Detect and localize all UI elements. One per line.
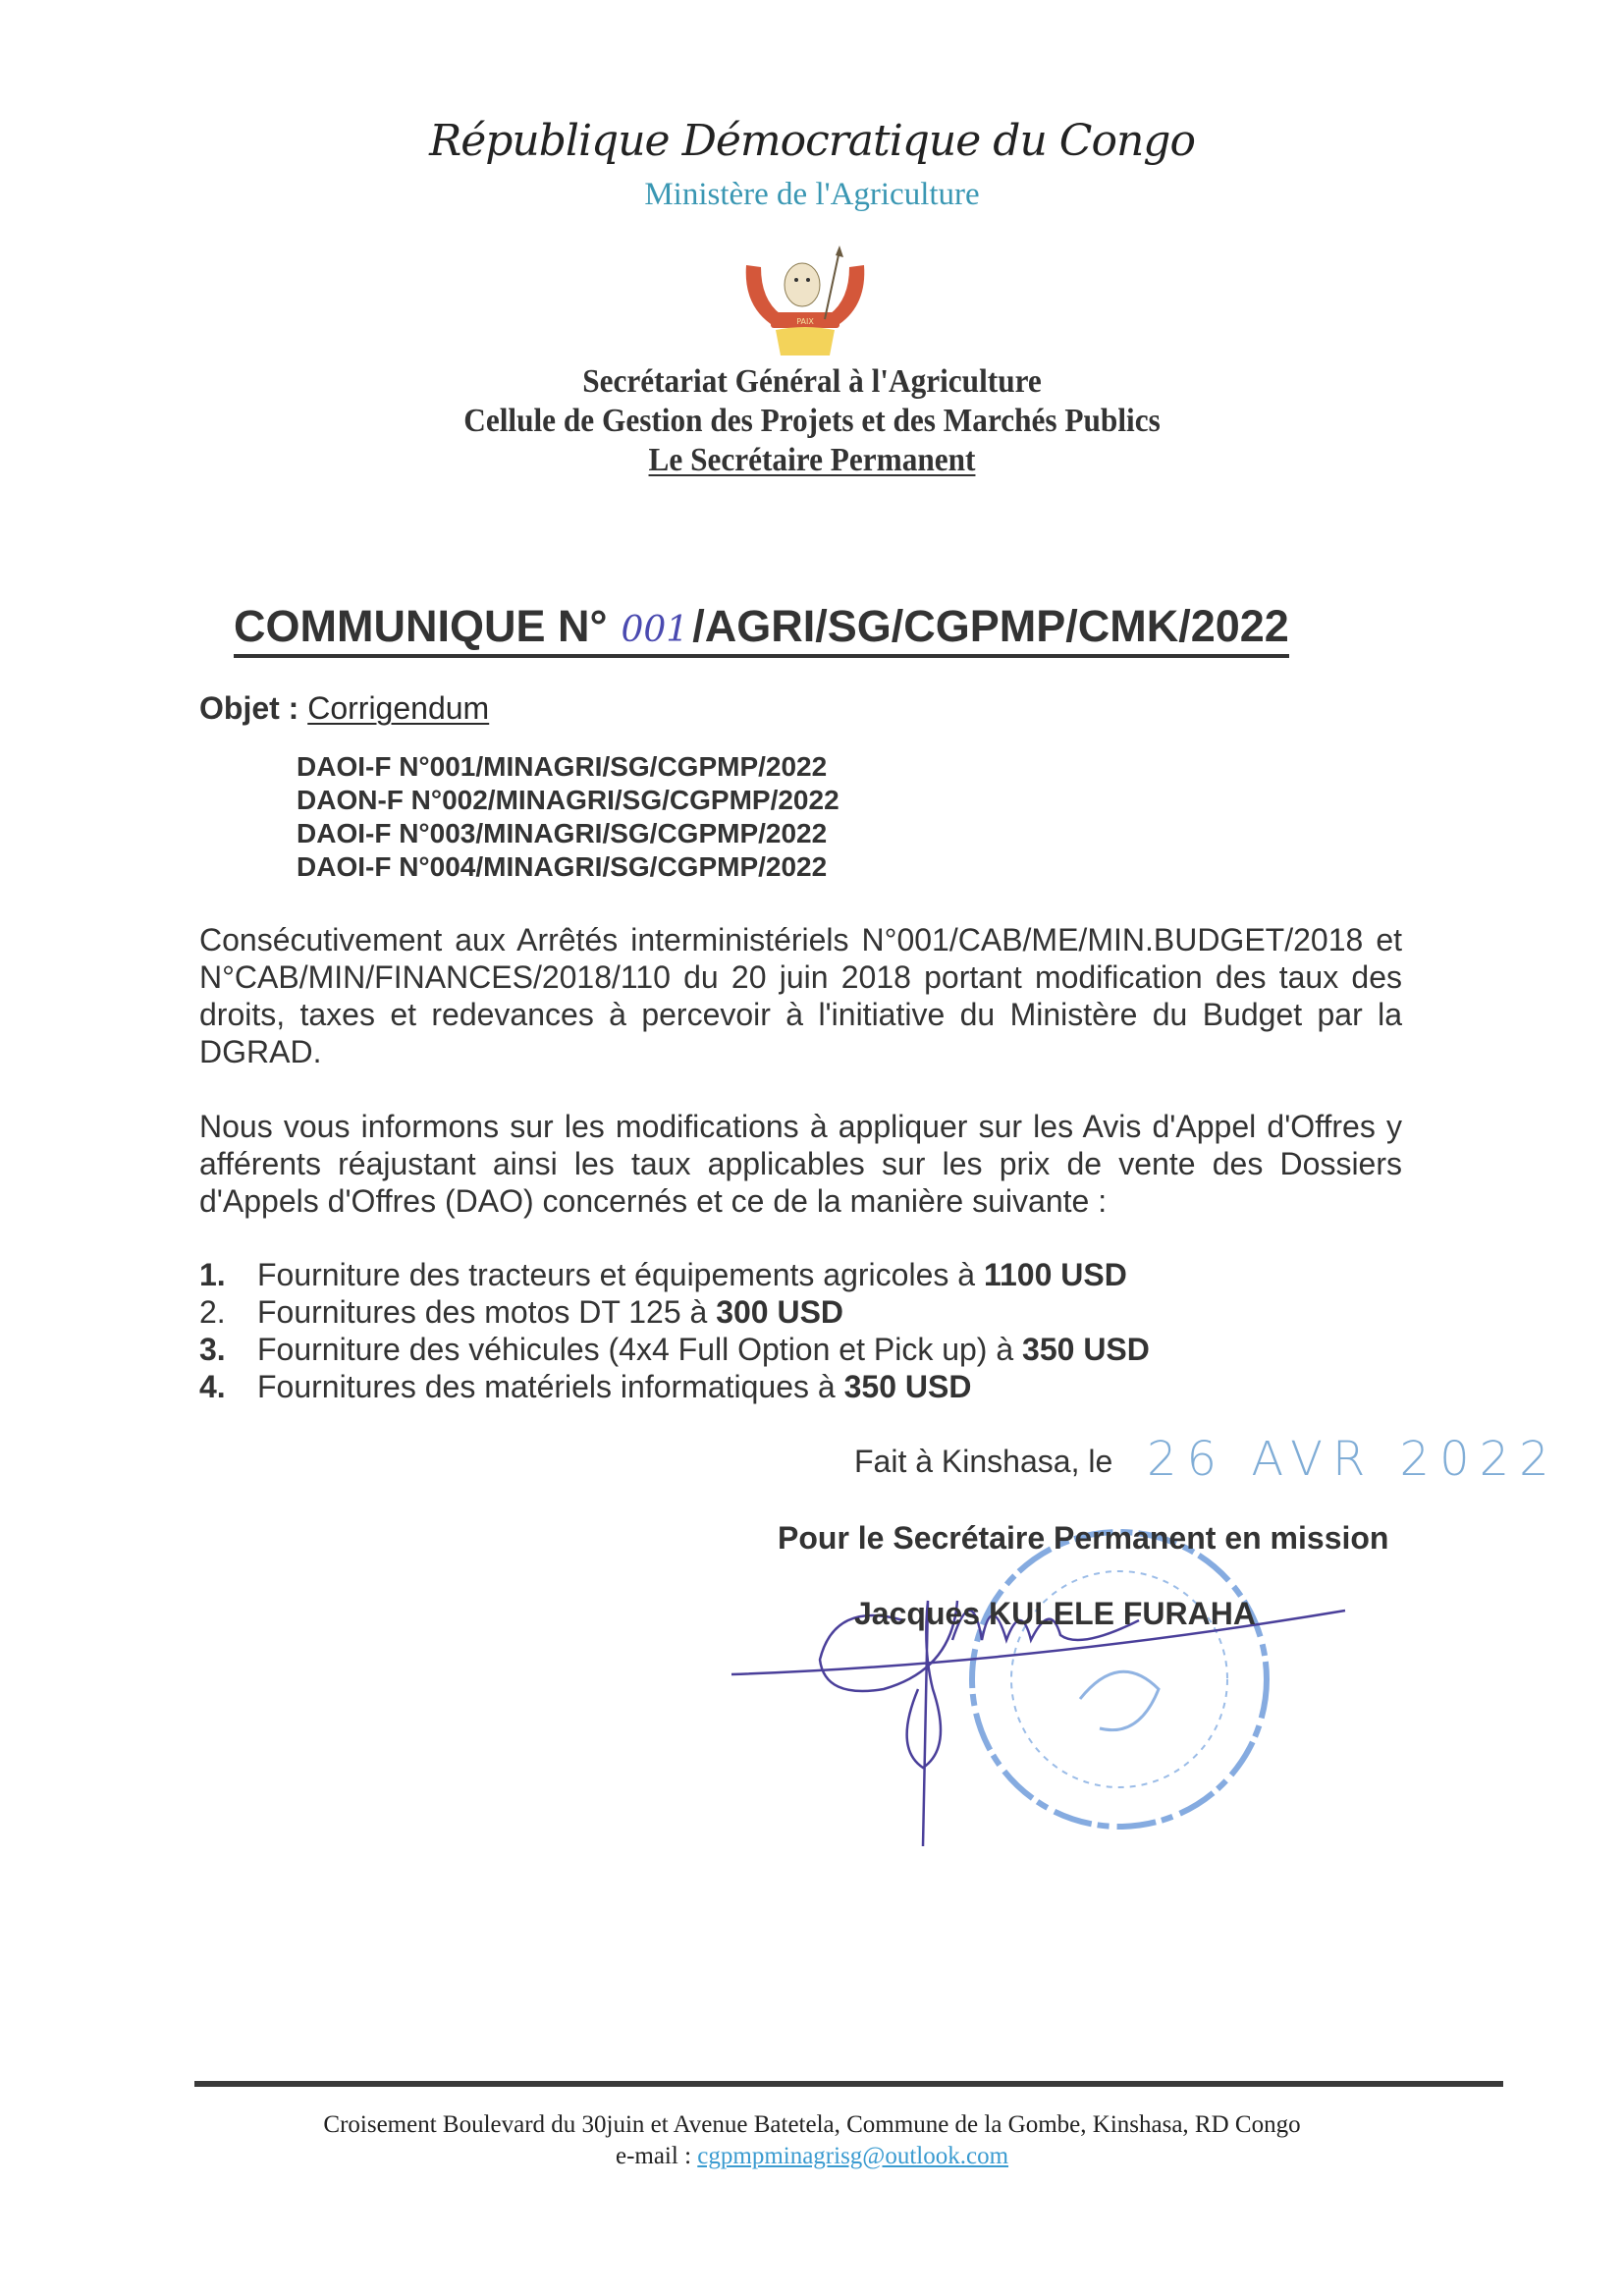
item-price: 350 USD bbox=[1022, 1332, 1150, 1367]
signatory-name: Jacques KULELE FURAHA bbox=[854, 1596, 1256, 1631]
list-item bbox=[199, 1294, 843, 1331]
cellule-heading: Cellule de Gestion des Projets et des Marchés Publics bbox=[463, 403, 1161, 439]
place-line: Fait à Kinshasa, le bbox=[854, 1444, 1113, 1479]
permanent-secretary-heading bbox=[65, 442, 1559, 479]
list-item bbox=[199, 1369, 971, 1405]
handwritten-number: 001 bbox=[621, 610, 689, 650]
coat-of-arms-emblem bbox=[731, 246, 879, 358]
email-link[interactable]: cgpmpminagrisg@outlook.com bbox=[697, 2143, 1009, 2169]
signature-and-seal bbox=[727, 1503, 1355, 1876]
reference-item: DAOI-F N°003/MINAGRI/SG/CGPMP/2022 bbox=[297, 818, 828, 848]
title-suffix: /AGRI/SG/CGPMP/CMK/2022 bbox=[692, 601, 1289, 651]
footer-address: Croisement Boulevard du 30juin et Avenue Batetela, Commune de la Gombe, Kinshasa, RD Congo bbox=[323, 2111, 1301, 2138]
reference-item: DAON-F N°002/MINAGRI/SG/CGPMP/2022 bbox=[297, 785, 839, 815]
item-number: 4. bbox=[199, 1369, 226, 1404]
item-price: 1100 USD bbox=[983, 1257, 1127, 1292]
item-text: Fourniture des véhicules (4x4 Full Option et Pick up) à bbox=[257, 1332, 1023, 1367]
item-number: 2. bbox=[199, 1294, 226, 1330]
paragraph-information: Nous vous informons sur les modifications à appliquer sur les Avis d'Appel d'Offres y afférents réajustant ainsi les taux applicables sur les prix de vente des Dossiers d'Appels d'Offres (DAO) concernés et ce de la manière suivante : bbox=[199, 1109, 1402, 1219]
secretariat-heading: Secrétariat Général à l'Agriculture bbox=[582, 363, 1042, 400]
item-text: Fournitures des motos DT 125 à bbox=[257, 1294, 717, 1330]
on-behalf-line: Pour le Secrétaire Permanent en mission bbox=[778, 1520, 1389, 1556]
ministry-heading: Ministère de l'Agriculture bbox=[644, 177, 980, 212]
paragraph-context: Consécutivement aux Arrêtés interministériels N°001/CAB/ME/MIN.BUDGET/2018 et N°CAB/MIN/FINANCES/2018/110 du 20 juin 2018 portant modification des taux des droits, taxes et redevances à percevoir à l'initiative du Ministère du Budget par la DGRAD. bbox=[199, 922, 1402, 1069]
communique-title bbox=[234, 601, 1289, 658]
date-stamp: 26 AVR 2022 bbox=[1147, 1432, 1559, 1487]
objet-value: Corrigendum bbox=[307, 690, 490, 726]
item-price: 350 USD bbox=[843, 1369, 972, 1404]
objet-label: Objet : bbox=[199, 690, 299, 726]
svg-text:PAIX: PAIX bbox=[796, 317, 814, 326]
email-label: e-mail : bbox=[615, 2143, 692, 2169]
item-text: Fourniture des tracteurs et équipements agricoles à bbox=[257, 1257, 984, 1292]
reference-item: DAOI-F N°001/MINAGRI/SG/CGPMP/2022 bbox=[297, 751, 828, 782]
signature-icon bbox=[731, 1601, 1345, 1846]
footer-email-line bbox=[0, 2143, 1624, 2170]
item-price: 300 USD bbox=[716, 1294, 844, 1330]
list-item bbox=[199, 1332, 1150, 1368]
official-seal-icon bbox=[972, 1532, 1267, 1827]
footer-divider bbox=[194, 2081, 1503, 2087]
republic-heading: République Démocratique du Congo bbox=[429, 116, 1195, 166]
permanent-secretary-label: Le Secrétaire Permanent bbox=[648, 442, 976, 478]
title-prefix: COMMUNIQUE N° bbox=[234, 601, 608, 651]
reference-item: DAOI-F N°004/MINAGRI/SG/CGPMP/2022 bbox=[297, 851, 828, 882]
item-number: 3. bbox=[199, 1332, 226, 1367]
objet-line bbox=[199, 690, 489, 727]
item-text: Fournitures des matériels informatiques à bbox=[257, 1369, 844, 1404]
list-item bbox=[199, 1257, 1127, 1293]
item-number: 1. bbox=[199, 1257, 226, 1292]
